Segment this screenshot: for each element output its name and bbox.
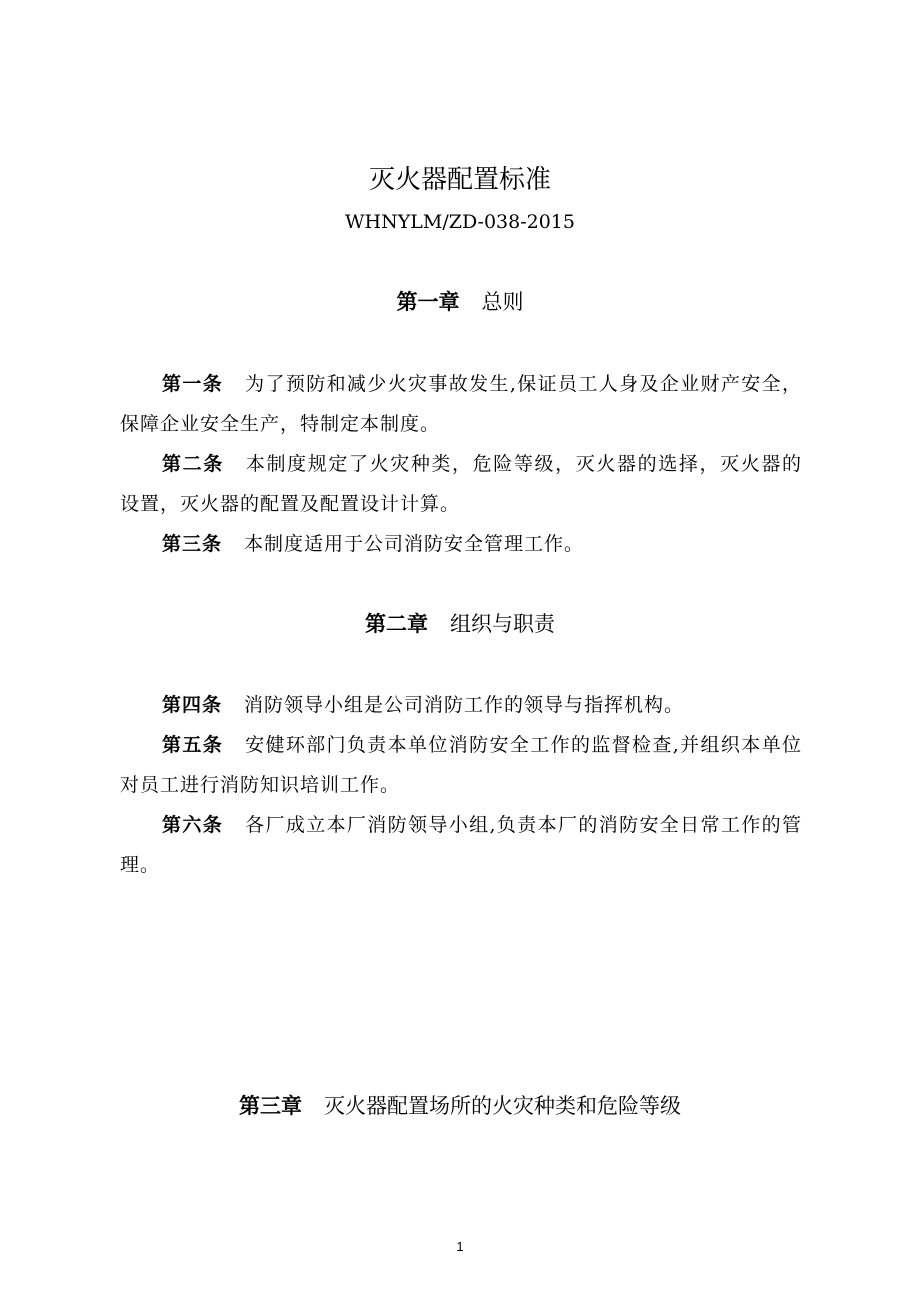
chapter-3-title: 灭火器配置场所的火灾种类和危险等级 bbox=[324, 1094, 681, 1118]
document-code: WHNYLM/ZD-038-2015 bbox=[345, 211, 575, 233]
chapter-1-heading bbox=[0, 287, 920, 317]
article-6 bbox=[120, 805, 802, 885]
article-2-text: 本制度规定了火灾种类，危险等级，灭火器的选择，灭火器的设置，灭火器的配置及配置设计计算。 bbox=[120, 453, 802, 515]
article-1 bbox=[120, 364, 802, 444]
chapter-3-number: 第三章 bbox=[239, 1093, 302, 1118]
chapter-3-heading bbox=[0, 1091, 920, 1121]
chapter-2-number: 第二章 bbox=[365, 611, 428, 636]
article-3 bbox=[120, 524, 802, 564]
article-4 bbox=[120, 685, 802, 725]
article-6-text: 各厂成立本厂消防领导小组,负责本厂的消防安全日常工作的管理。 bbox=[120, 814, 802, 876]
page-number: 1 bbox=[456, 1239, 464, 1254]
article-4-text: 消防领导小组是公司消防工作的领导与指挥机构。 bbox=[244, 694, 685, 716]
chapter-1-number: 第一章 bbox=[396, 289, 460, 314]
article-2 bbox=[120, 444, 802, 524]
article-6-number: 第六条 bbox=[162, 814, 224, 836]
article-5-text: 安健环部门负责本单位消防安全工作的监督检查,并组织本单位对员工进行消防知识培训工作。 bbox=[120, 734, 802, 796]
article-3-text: 本制度适用于公司消防安全管理工作。 bbox=[244, 533, 585, 555]
article-3-number: 第三条 bbox=[162, 533, 223, 555]
article-4-number: 第四条 bbox=[162, 694, 223, 716]
article-5-number: 第五条 bbox=[162, 734, 224, 756]
article-1-number: 第一条 bbox=[162, 373, 224, 395]
chapter-2-heading bbox=[0, 609, 920, 639]
article-5 bbox=[120, 725, 802, 805]
chapter-1-title: 总则 bbox=[481, 290, 524, 314]
article-1-text: 为了预防和减少火灾事故发生,保证员工人身及企业财产安全，保障企业安全生产，特制定本制度。 bbox=[120, 373, 802, 435]
article-2-number: 第二条 bbox=[162, 453, 224, 475]
chapter-2-title: 组织与职责 bbox=[450, 612, 555, 636]
document-title: 灭火器配置标准 bbox=[368, 165, 551, 195]
